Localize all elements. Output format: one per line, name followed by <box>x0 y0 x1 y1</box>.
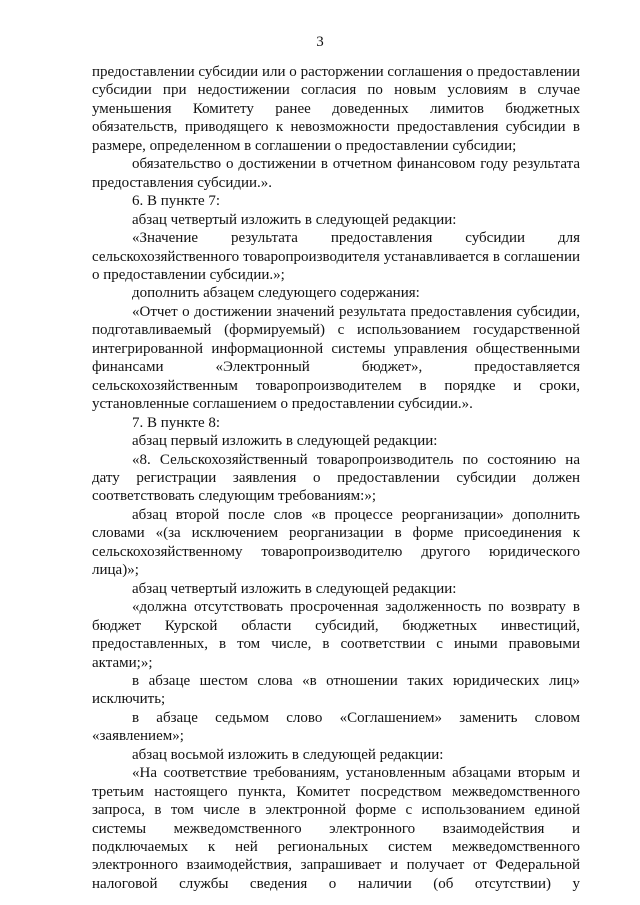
paragraph-continuation: предоставлении субсидии или о расторжении соглашения о предоставлении субсидии при недостижении согласия по новым условиям в случае уменьшения Комитету ранее доведенных лимитов бюджетных обязательств, приводящего к невозможности предоставления субсидии в размере, определенном в соглашении о предоставлении субсидии; <box>92 64 580 154</box>
paragraph: обязательство о достижении в отчетном финансовом году результата предоставления субсидии.». <box>92 156 580 191</box>
page-number: 3 <box>316 34 324 50</box>
paragraph: дополнить абзацем следующего содержания: <box>132 285 420 302</box>
paragraph-quote: «Отчет о достижении значений результата предоставления субсидии, подготавливаемый (формируемый) с использованием государственной интегрированной информационной системы управления общественными финансами «Электронный бюджет», предоставляется сельскохозяйственным товаропроизводителем в порядке и сроки, установленные соглашением о предоставлении субсидии.». <box>92 303 580 413</box>
paragraph-item-heading: 7. В пункте 8: <box>132 414 221 431</box>
paragraph: абзац второй после слов «в процессе реорганизации» дополнить словами «(за исключением реорганизации в форме присоединения к сельскохозяйственному товаропроизводителю другого юридического лица)»; <box>92 506 580 579</box>
paragraph-quote: «Значение результата предоставления субсидии для сельскохозяйственного товаропроизводителя устанавливается в соглашении о предоставлении субсидии.»; <box>92 230 580 283</box>
paragraph-quote-continues: «На соответствие требованиям, установленным абзацами вторым и третьим настоящего пункта, Комитет посредством межведомственного запроса, в том числе в электронной форме с использованием единой системы межведомственного электронного взаимодействия и подключаемых к ней региональных систем межведомственного электронного взаимодействия, запрашивает и получает от Федеральной налоговой службы сведения о наличии (об отсутствии) у <box>92 765 580 892</box>
paragraph: абзац восьмой изложить в следующей редакции: <box>132 746 444 763</box>
document-body <box>92 63 580 893</box>
paragraph: в абзаце шестом слова «в отношении таких юридических лиц» исключить; <box>92 672 580 708</box>
paragraph: абзац четвертый изложить в следующей редакции: <box>132 211 457 228</box>
paragraph: в абзаце седьмом слово «Соглашением» заменить словом «заявлением»; <box>92 709 580 745</box>
paragraph-quote: «8. Сельскохозяйственный товаропроизводитель по состоянию на дату регистрации заявления о предоставлении субсидии должен соответствовать следующим требованиям:»; <box>92 451 580 505</box>
paragraph-quote: «должна отсутствовать просроченная задолженность по возврату в бюджет Курской области субсидий, бюджетных инвестиций, предоставленных, в том числе, в соответствии с иными правовыми актами;»; <box>92 599 580 671</box>
paragraph-item-heading: 6. В пункте 7: <box>132 193 221 210</box>
paragraph: абзац четвертый изложить в следующей редакции: <box>132 580 457 597</box>
paragraph: абзац первый изложить в следующей редакции: <box>132 433 438 450</box>
